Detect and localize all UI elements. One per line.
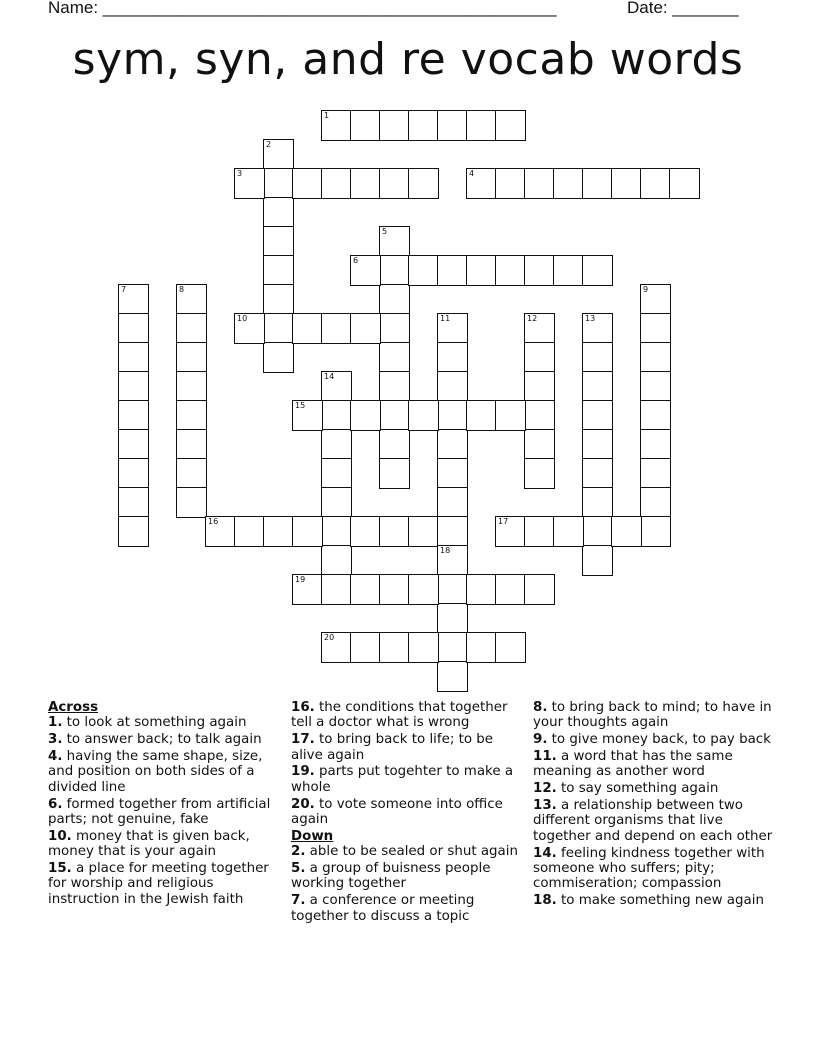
crossword-cell[interactable]	[437, 429, 468, 460]
clue-text: a conference or meeting together to discuss a topic	[291, 893, 475, 924]
clue-number: 5.	[291, 861, 306, 877]
crossword-cell[interactable]	[524, 458, 555, 489]
cell-number: 5	[382, 227, 388, 236]
crossword-cell[interactable]	[640, 458, 671, 489]
clue-column-2	[291, 700, 523, 925]
crossword-cell[interactable]	[292, 313, 323, 344]
crossword-cell[interactable]	[379, 371, 410, 402]
clue-across-20	[291, 797, 523, 828]
cell-number: 3	[237, 169, 243, 178]
crossword-cell[interactable]	[408, 632, 439, 663]
crossword-cell[interactable]	[176, 429, 207, 460]
crossword-cell[interactable]	[495, 400, 526, 431]
crossword-cell[interactable]	[437, 255, 468, 286]
crossword-cell[interactable]	[524, 342, 555, 373]
crossword-cell[interactable]	[466, 400, 497, 431]
clue-number: 20.	[291, 796, 315, 812]
crossword-cell[interactable]	[176, 400, 207, 431]
crossword-cell[interactable]	[582, 545, 613, 576]
crossword-cell[interactable]	[437, 603, 468, 634]
cell-number: 19	[295, 575, 306, 584]
clue-text: formed together from artificial parts; not genuine, fake	[48, 796, 271, 828]
crossword-cell[interactable]	[379, 632, 410, 663]
crossword-cell[interactable]	[582, 400, 613, 431]
crossword-cell[interactable]	[350, 516, 381, 547]
clue-text: parts put togehter to make a whole	[291, 764, 514, 795]
crossword-cell[interactable]	[495, 168, 526, 199]
crossword-cell[interactable]	[582, 429, 613, 460]
crossword-cell[interactable]	[292, 168, 323, 199]
clue-number: 17.	[291, 732, 315, 748]
crossword-cell[interactable]	[437, 574, 468, 605]
clue-text: money that is given back, money that is your again	[48, 828, 250, 860]
crossword-cell[interactable]	[495, 574, 526, 605]
crossword-cell[interactable]	[640, 313, 671, 344]
clue-text: a word that has the same meaning as another word	[533, 749, 733, 780]
cell-number: 10	[237, 314, 248, 323]
clue-across-10	[48, 829, 282, 860]
clue-number: 7.	[291, 893, 306, 909]
clue-down-5	[291, 861, 523, 892]
crossword-cell[interactable]	[263, 226, 294, 257]
crossword-cell[interactable]	[263, 139, 294, 170]
clue-number: 8.	[533, 700, 548, 715]
cell-number: 6	[353, 256, 359, 265]
crossword-cell[interactable]	[321, 458, 352, 489]
crossword-cell[interactable]	[524, 313, 555, 344]
date-field-label[interactable]: Date: _______	[627, 0, 739, 17]
crossword-cell[interactable]	[350, 400, 381, 431]
clue-across-1	[48, 715, 282, 730]
crossword-cell[interactable]	[350, 168, 381, 199]
clue-text: the conditions that together tell a doctor what is wrong	[291, 700, 508, 731]
crossword-cell[interactable]	[640, 400, 671, 431]
crossword-cell[interactable]	[640, 168, 671, 199]
crossword-cell[interactable]	[640, 429, 671, 460]
crossword-cell[interactable]	[321, 545, 352, 576]
crossword-cell[interactable]	[437, 545, 468, 576]
clue-down-18	[533, 893, 773, 908]
clue-across-19	[291, 764, 523, 795]
crossword-cell[interactable]	[118, 429, 149, 460]
crossword-cell[interactable]	[466, 574, 497, 605]
clue-number: 10.	[48, 828, 72, 844]
crossword-cell[interactable]	[524, 400, 555, 431]
clue-text: to bring back to mind; to have in your thoughts again	[533, 700, 772, 731]
clue-across-3	[48, 732, 282, 747]
crossword-cell[interactable]	[292, 400, 323, 431]
crossword-cell[interactable]	[350, 574, 381, 605]
clue-number: 11.	[533, 749, 557, 764]
clue-down-8	[533, 700, 773, 731]
page-title: sym, syn, and re vocab words	[72, 34, 744, 85]
clue-across-17	[291, 732, 523, 763]
crossword-cell[interactable]	[321, 110, 352, 141]
crossword-cell[interactable]	[582, 371, 613, 402]
crossword-cell[interactable]	[582, 487, 613, 518]
clue-number: 15.	[48, 861, 72, 877]
cell-number: 9	[643, 285, 649, 294]
crossword-cell[interactable]	[466, 168, 497, 199]
crossword-cell[interactable]	[118, 400, 149, 431]
cell-number: 20	[324, 633, 335, 642]
crossword-cell[interactable]	[205, 516, 236, 547]
crossword-cell[interactable]	[582, 342, 613, 373]
crossword-cell[interactable]	[321, 429, 352, 460]
cell-number: 13	[585, 314, 596, 323]
crossword-cell[interactable]	[321, 574, 352, 605]
cell-number: 11	[440, 314, 451, 323]
crossword-cell[interactable]	[263, 342, 294, 373]
crossword-cell[interactable]	[379, 458, 410, 489]
cell-number: 1	[324, 111, 330, 120]
clue-across-15	[48, 861, 282, 907]
cell-number: 8	[179, 285, 185, 294]
crossword-cell[interactable]	[118, 313, 149, 344]
crossword-cell[interactable]	[582, 313, 613, 344]
clue-number: 2.	[291, 844, 306, 860]
crossword-cell[interactable]	[379, 168, 410, 199]
crossword-cell[interactable]	[437, 342, 468, 373]
crossword-cell[interactable]	[437, 516, 468, 547]
cell-number: 12	[527, 314, 538, 323]
crossword-cell[interactable]	[118, 516, 149, 547]
cell-number: 15	[295, 401, 306, 410]
crossword-cell[interactable]	[466, 110, 497, 141]
crossword-cell[interactable]	[379, 226, 410, 257]
clue-down-12	[533, 781, 773, 796]
crossword-cell[interactable]	[176, 458, 207, 489]
cell-number: 14	[324, 372, 335, 381]
clue-number: 4.	[48, 749, 63, 764]
crossword-cell[interactable]	[466, 632, 497, 663]
clue-number: 13.	[533, 798, 557, 813]
crossword-cell[interactable]	[379, 284, 410, 315]
crossword-cell[interactable]	[292, 516, 323, 547]
crossword-cell[interactable]	[379, 574, 410, 605]
cell-number: 17	[498, 517, 509, 526]
crossword-cell[interactable]	[495, 516, 526, 547]
crossword-cell[interactable]	[524, 255, 555, 286]
crossword-cell[interactable]	[611, 168, 642, 199]
down-heading: Down	[291, 828, 334, 844]
clue-text: to make something new again	[561, 893, 764, 909]
crossword-cell[interactable]	[553, 255, 584, 286]
crossword-cell[interactable]	[321, 168, 352, 199]
crossword-cell[interactable]	[321, 400, 352, 431]
crossword-cell[interactable]	[263, 168, 294, 199]
clue-text: able to be sealed or shut again	[309, 844, 518, 860]
clue-number: 1.	[48, 715, 63, 731]
crossword-cell[interactable]	[582, 458, 613, 489]
crossword-cell[interactable]	[263, 313, 294, 344]
crossword-cell[interactable]	[495, 632, 526, 663]
crossword-cell[interactable]	[437, 110, 468, 141]
crossword-cell[interactable]	[640, 516, 671, 547]
clue-number: 6.	[48, 796, 63, 812]
crossword-cell[interactable]	[379, 429, 410, 460]
crossword-cell[interactable]	[437, 400, 468, 431]
clue-across-6	[48, 797, 282, 828]
crossword-cell[interactable]	[350, 313, 381, 344]
crossword-cell[interactable]	[495, 110, 526, 141]
crossword-cell[interactable]	[379, 342, 410, 373]
crossword-cell[interactable]	[582, 255, 613, 286]
crossword-cell[interactable]	[495, 255, 526, 286]
crossword-cell[interactable]	[524, 168, 555, 199]
clue-down-2	[291, 844, 523, 859]
clue-down-11	[533, 749, 773, 780]
clue-down-13	[533, 798, 773, 844]
crossword-cell[interactable]	[263, 255, 294, 286]
crossword-cell[interactable]	[582, 168, 613, 199]
clue-text: a relationship between two different organisms that live together and depend on each other	[533, 798, 773, 844]
clue-text: having the same shape, size, and position on both sides of a divided line	[48, 749, 263, 795]
crossword-cell[interactable]	[118, 458, 149, 489]
clue-down-14	[533, 846, 773, 892]
crossword-cell[interactable]	[176, 371, 207, 402]
clue-text: a place for meeting together for worship and religious instruction in the Jewish faith	[48, 861, 269, 907]
clue-number: 19.	[291, 764, 315, 780]
crossword-cell[interactable]	[263, 197, 294, 228]
crossword-cell[interactable]	[234, 516, 265, 547]
crossword-cell[interactable]	[408, 168, 439, 199]
crossword-cell[interactable]	[524, 371, 555, 402]
crossword-cell[interactable]	[321, 313, 352, 344]
crossword-cell[interactable]	[437, 487, 468, 518]
crossword-cell[interactable]	[350, 632, 381, 663]
crossword-cell[interactable]	[611, 516, 642, 547]
crossword-cell[interactable]	[118, 371, 149, 402]
crossword-cell[interactable]	[321, 516, 352, 547]
clue-number: 3.	[48, 732, 63, 748]
crossword-cell[interactable]	[553, 168, 584, 199]
crossword-cell[interactable]	[640, 342, 671, 373]
clue-number: 16.	[291, 700, 315, 715]
clue-text: to bring back to life; to be alive again	[291, 732, 494, 763]
crossword-cell[interactable]	[292, 574, 323, 605]
clue-text: feeling kindness together with someone who suffers; pity; commiseration; compassion	[533, 845, 765, 892]
crossword-cell[interactable]	[379, 400, 410, 431]
crossword-cell[interactable]	[234, 168, 265, 199]
cell-number: 7	[121, 285, 127, 294]
clue-number: 9.	[533, 732, 548, 748]
crossword-cell[interactable]	[176, 313, 207, 344]
crossword-cell[interactable]	[379, 313, 410, 344]
clue-text: to vote someone into office again	[291, 796, 503, 828]
clue-column-1	[48, 700, 282, 909]
crossword-cell[interactable]	[669, 168, 700, 199]
crossword-cell[interactable]	[437, 371, 468, 402]
cell-number: 18	[440, 546, 451, 555]
crossword-cell[interactable]	[234, 313, 265, 344]
crossword-cell[interactable]	[176, 284, 207, 315]
crossword-cell[interactable]	[379, 516, 410, 547]
clue-text: a group of buisness people working together	[291, 861, 491, 892]
cell-number: 2	[266, 140, 272, 149]
crossword-cell[interactable]	[640, 284, 671, 315]
crossword-cell[interactable]	[350, 110, 381, 141]
crossword-cell[interactable]	[408, 400, 439, 431]
crossword-cell[interactable]	[524, 574, 555, 605]
crossword-cell[interactable]	[524, 516, 555, 547]
cell-number: 16	[208, 517, 219, 526]
clue-down-9	[533, 732, 773, 747]
crossword-cell[interactable]	[118, 342, 149, 373]
clue-across-4	[48, 749, 282, 795]
crossword-cell[interactable]	[640, 371, 671, 402]
clue-down-7	[291, 893, 523, 924]
crossword-cell[interactable]	[379, 255, 410, 286]
crossword-cell[interactable]	[466, 255, 497, 286]
cell-number: 4	[469, 169, 475, 178]
crossword-cell[interactable]	[408, 110, 439, 141]
clue-number: 14.	[533, 845, 557, 861]
clue-text: to give money back, to pay back	[551, 732, 771, 748]
crossword-cell[interactable]	[408, 255, 439, 286]
clue-across-16	[291, 700, 523, 731]
crossword-cell[interactable]	[350, 255, 381, 286]
crossword-cell[interactable]	[437, 632, 468, 663]
clue-text: to say something again	[561, 781, 719, 797]
crossword-cell[interactable]	[321, 371, 352, 402]
clue-text: to look at something again	[66, 715, 247, 731]
crossword-cell[interactable]	[321, 632, 352, 663]
crossword-cell[interactable]	[263, 284, 294, 315]
crossword-cell[interactable]	[437, 458, 468, 489]
crossword-cell[interactable]	[263, 516, 294, 547]
clue-number: 12.	[533, 781, 557, 797]
crossword-cell[interactable]	[176, 342, 207, 373]
crossword-cell[interactable]	[118, 284, 149, 315]
clue-text: to answer back; to talk again	[66, 732, 262, 748]
crossword-cell[interactable]	[118, 487, 149, 518]
crossword-cell[interactable]	[408, 574, 439, 605]
across-heading: Across	[48, 700, 99, 715]
crossword-cell[interactable]	[176, 487, 207, 518]
crossword-cell[interactable]	[524, 429, 555, 460]
crossword-cell[interactable]	[321, 487, 352, 518]
crossword-cell[interactable]	[553, 516, 584, 547]
clue-number: 18.	[533, 893, 557, 909]
name-field-label[interactable]: Name: ________________________________________________	[48, 0, 557, 17]
crossword-cell[interactable]	[582, 516, 613, 547]
crossword-cell[interactable]	[379, 110, 410, 141]
crossword-cell[interactable]	[640, 487, 671, 518]
crossword-cell[interactable]	[437, 313, 468, 344]
crossword-cell[interactable]	[437, 661, 468, 692]
crossword-cell[interactable]	[408, 516, 439, 547]
clue-column-3	[533, 700, 773, 910]
